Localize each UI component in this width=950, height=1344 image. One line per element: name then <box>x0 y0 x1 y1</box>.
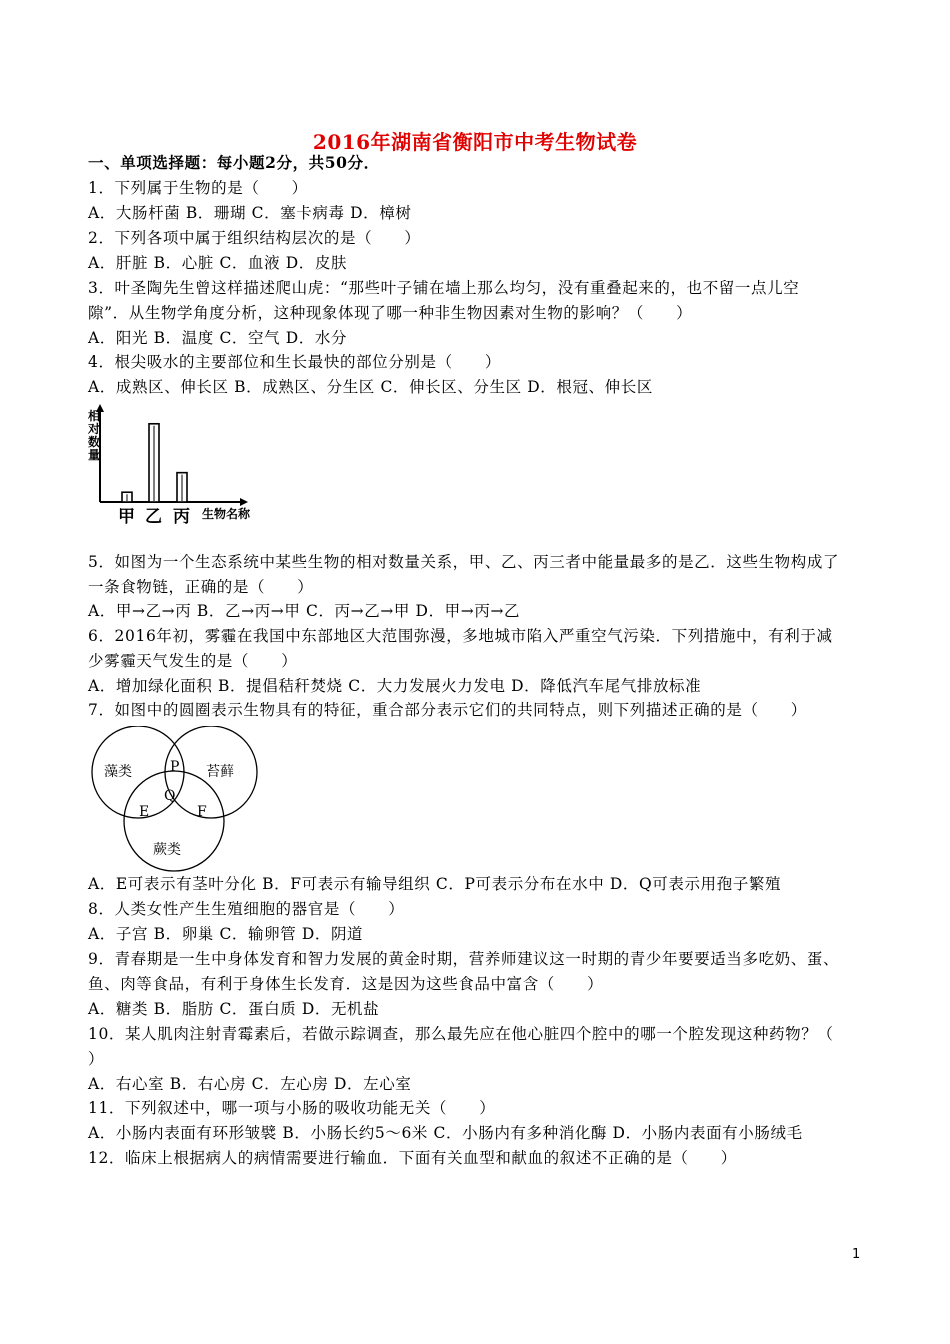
venn-region-f: F <box>197 804 207 820</box>
section-heading: 一、单项选择题：每小题2分，共50分． <box>88 153 380 172</box>
question-11: 11．下列叙述中，哪一项与小肠的吸收功能无关（ ） <box>88 1099 496 1117</box>
question-3-continued: 隙”．从生物学角度分析，这种现象体现了哪一种非生物因素对生物的影响？（ ） <box>88 304 693 322</box>
question-9-options: A．糖类 B．脂肪 C．蛋白质 D．无机盐 <box>88 1000 380 1018</box>
question-1-options: A．大肠杆菌 B．珊瑚 C．塞卡病毒 D．樟树 <box>88 204 412 222</box>
y-axis-label-char: 相 <box>88 409 101 423</box>
question-9: 9．青春期是一生中身体发育和智力发展的黄金时期，营养师建议这一时期的青少年要要适当多吃奶、蛋、 <box>88 950 840 968</box>
venn-label-moss: 苔藓 <box>206 764 234 780</box>
question-10: 10．某人肌肉注射青霉素后，若做示踪调查，那么最先应在他心脏四个腔中的哪一个腔发现这种药物？（ <box>88 1025 834 1043</box>
x-axis-label: 生物名称 <box>202 507 251 521</box>
y-axis-label-char: 数 <box>88 435 101 449</box>
question-9-continued: 鱼、肉等食品，有利于身体生长发育．这是因为这些食品中富含（ ） <box>88 975 604 993</box>
question-10-options: A．右心室 B．右心房 C．左心房 D．左心室 <box>88 1075 412 1093</box>
question-5-options: A．甲→乙→丙 B．乙→丙→甲 C．丙→乙→甲 D．甲→丙→乙 <box>88 602 521 620</box>
question-7: 7．如图中的圆圈表示生物具有的特征，重合部分表示它们的共同特点，则下列描述正确的是（ ） <box>88 701 807 719</box>
question-12: 12．临床上根据病人的病情需要进行输血．下面有关血型和献血的叙述不正确的是（ ） <box>88 1149 737 1167</box>
question-10-continued: ） <box>88 1050 105 1068</box>
question-8: 8．人类女性产生生殖细胞的器官是（ ） <box>88 900 405 918</box>
venn-label-algae: 藻类 <box>104 764 132 780</box>
venn-region-e: E <box>139 804 150 820</box>
question-6: 6．2016年初，雾霾在我国中东部地区大范围弥漫，多地城市陷入严重空气污染．下列措施中，有利于减 <box>88 627 833 645</box>
page-title: 2016年湖南省衡阳市中考生物试卷 <box>312 130 638 154</box>
question-6-continued: 少雾霾天气发生的是（ ） <box>88 652 298 670</box>
question-1: 1．下列属于生物的是（ ） <box>88 179 308 197</box>
x-axis-arrow <box>240 498 248 506</box>
question-3: 3．叶圣陶先生曾这样描述爬山虎：“那些叶子铺在墙上那么均匀，没有重叠起来的，也不留一点儿空 <box>88 279 800 297</box>
venn-region-q: Q <box>164 788 176 804</box>
x-tick-label: 丙 <box>173 507 190 526</box>
question-11-options: A．小肠内表面有环形皱襞 B．小肠长约5～6米 C．小肠内有多种消化酶 D．小肠内表面有小肠绒毛 <box>88 1124 803 1142</box>
venn-region-p: P <box>170 759 180 775</box>
venn-label-fern: 蕨类 <box>153 842 181 858</box>
x-tick-label: 甲 <box>118 507 135 526</box>
question-5-continued: 一条食物链，正确的是（ ） <box>88 578 314 596</box>
question-7-options: A．E可表示有茎叶分化 B．F可表示有输导组织 C．P可表示分布在水中 D．Q可表示用孢子繁殖 <box>88 875 782 893</box>
question-3-options: A．阳光 B．温度 C．空气 D．水分 <box>88 329 348 347</box>
y-axis-label-char: 量 <box>88 448 101 462</box>
question-8-options: A．子宫 B．卵巢 C．输卵管 D．阴道 <box>88 925 364 943</box>
page-number: 1 <box>852 1247 861 1262</box>
question-4: 4．根尖吸水的主要部位和生长最快的部位分别是（ ） <box>88 353 501 371</box>
question-5: 5．如图为一个生态系统中某些生物的相对数量关系，甲、乙、丙三者中能量最多的是乙．这些生物构成了 <box>88 553 840 571</box>
y-axis-label-char: 对 <box>88 422 101 436</box>
question-4-options: A．成熟区、伸长区 B．成熟区、分生区 C．伸长区、分生区 D．根冠、伸长区 <box>88 378 653 396</box>
question-2-options: A．肝脏 B．心脏 C．血液 D．皮肤 <box>88 254 348 272</box>
question-2: 2．下列各项中属于组织结构层次的是（ ） <box>88 229 421 247</box>
bar-chart-figure <box>86 404 271 526</box>
question-6-options: A．增加绿化面积 B．提倡秸秆焚烧 C．大力发展火力发电 D．降低汽车尾气排放标准 <box>88 677 702 695</box>
x-tick-label: 乙 <box>145 507 162 526</box>
venn-diagram <box>86 726 266 872</box>
